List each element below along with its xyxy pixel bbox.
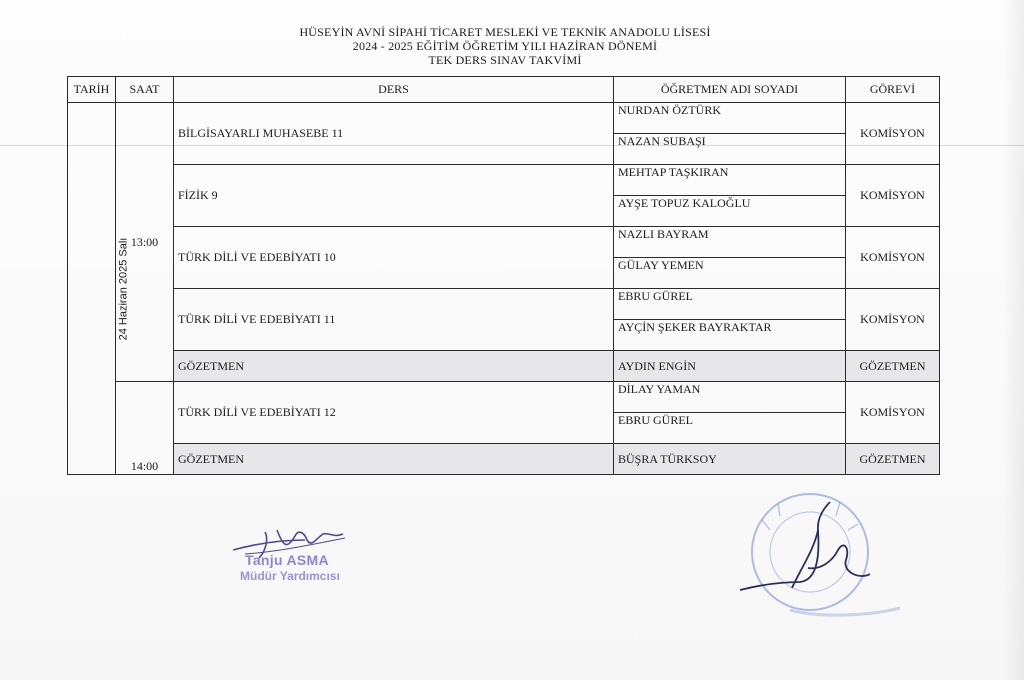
teacher-cell: NURDAN ÖZTÜRK	[614, 103, 846, 134]
date-cell	[68, 103, 130, 475]
table-row	[68, 289, 940, 320]
lesson-cell: BİLGİSAYARLI MUHASEBE 11	[174, 103, 614, 165]
column-header-date: TARİH	[68, 77, 116, 103]
table-row	[68, 103, 940, 134]
table-row	[68, 382, 940, 413]
column-header-role: GÖREVİ	[846, 77, 940, 103]
table-row	[68, 227, 940, 258]
proctor-row	[68, 351, 940, 382]
proctor-label: GÖZETMEN	[174, 351, 614, 382]
lesson-cell: TÜRK DİLİ VE EDEBİYATI 11	[174, 289, 614, 351]
lesson-cell: TÜRK DİLİ VE EDEBİYATI 10	[174, 227, 614, 289]
time-cell: 13:00	[116, 103, 174, 382]
teacher-cell: GÜLAY YEMEN	[614, 258, 846, 289]
exam-schedule-table	[67, 76, 940, 475]
exam-date: 24 Haziran 2025 Salı	[117, 237, 130, 341]
role-cell: KOMİSYON	[846, 227, 940, 289]
column-header-lesson: DERS	[174, 77, 614, 103]
signer-title: Müdür Yardımcısı	[240, 569, 340, 583]
proctor-teacher: AYDIN ENGİN	[614, 351, 846, 382]
time-cell: 14:00	[116, 382, 174, 475]
role-cell: KOMİSYON	[846, 165, 940, 227]
teacher-cell: MEHTAP TAŞKIRAN	[614, 165, 846, 196]
school-name: HÜSEYİN AVNİ SİPAHİ TİCARET MESLEKİ VE TEKNİK ANADOLU LİSESİ	[299, 25, 711, 39]
teacher-cell: EBRU GÜREL	[614, 289, 846, 320]
document-title: TEK DERS SINAV TAKVİMİ	[428, 53, 582, 67]
teacher-cell: EBRU GÜREL	[614, 413, 846, 444]
teacher-cell: AYŞE TOPUZ KALOĞLU	[614, 196, 846, 227]
proctor-role: GÖZETMEN	[846, 444, 940, 475]
table-header-row	[68, 77, 940, 103]
teacher-cell: DİLAY YAMAN	[614, 382, 846, 413]
proctor-row	[68, 444, 940, 475]
page-edge-shadow	[1002, 0, 1024, 680]
proctor-teacher: BÜŞRA TÜRKSOY	[614, 444, 846, 475]
signer-name: Tanju ASMA	[245, 552, 329, 568]
teacher-cell: AYÇİN ŞEKER BAYRAKTAR	[614, 320, 846, 351]
table-row	[68, 165, 940, 196]
proctor-label: GÖZETMEN	[174, 444, 614, 475]
role-cell: KOMİSYON	[846, 103, 940, 165]
official-seal-stamp	[720, 490, 920, 640]
teacher-cell: NAZAN SUBAŞI	[614, 134, 846, 165]
lesson-cell: FİZİK 9	[174, 165, 614, 227]
academic-period: 2024 - 2025 EĞİTİM ÖĞRETİM YILI HAZİRAN DÖNEMİ	[352, 39, 658, 53]
column-header-teacher: ÖĞRETMEN ADI SOYADI	[614, 77, 846, 103]
teacher-cell: NAZLI BAYRAM	[614, 227, 846, 258]
proctor-role: GÖZETMEN	[846, 351, 940, 382]
column-header-time: SAAT	[116, 77, 174, 103]
role-cell: KOMİSYON	[846, 289, 940, 351]
lesson-cell: TÜRK DİLİ VE EDEBİYATI 12	[174, 382, 614, 444]
role-cell: KOMİSYON	[846, 382, 940, 444]
